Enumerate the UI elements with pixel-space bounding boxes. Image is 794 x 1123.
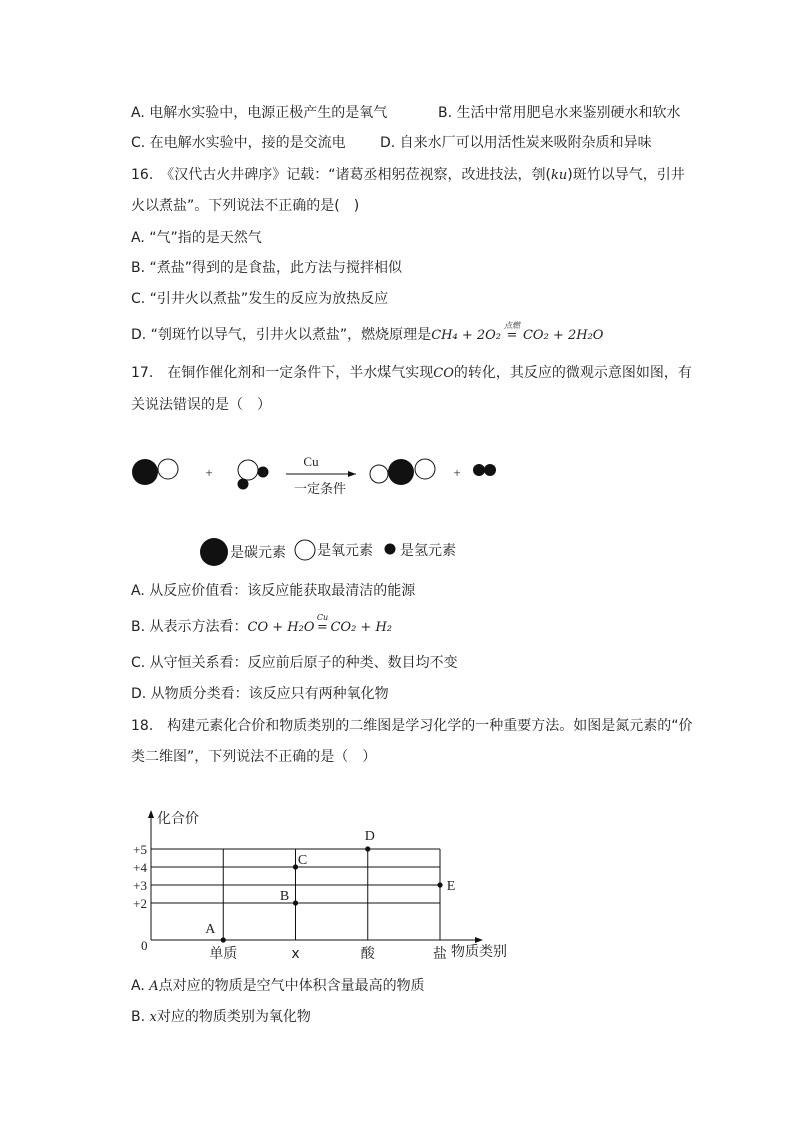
point-label-c: C: [297, 853, 308, 868]
h2o-molecule: [238, 460, 269, 490]
x-tick-label: x: [291, 946, 300, 962]
reaction-diagram: [0, 440, 794, 510]
q17-option-a: A. 从反应价值看：该反应能获取最清洁的能源: [131, 583, 416, 599]
q18-option-b: B. x对应的物质类别为氧化物: [131, 1009, 311, 1025]
ignition-condition: 点燃: [503, 321, 520, 330]
point-label-d: D: [364, 829, 375, 844]
data-point-b: [293, 900, 298, 905]
y-axis-label: 化合价: [157, 811, 199, 827]
q17-stem-line2: 关说法错误的是（ ）: [131, 397, 271, 413]
q17-option-d: D. 从物质分类看：该反应只有两种氧化物: [131, 686, 389, 702]
atom-legend: [0, 530, 794, 570]
valence-class-chart: [0, 800, 794, 970]
co2-molecule: [370, 459, 435, 485]
chart-grid: [151, 849, 440, 940]
q17-option-c: C. 从守恒关系看：反应前后原子的种类、数目均不变: [131, 655, 458, 671]
point-label-b: B: [279, 889, 290, 904]
y-tick-label: +4: [133, 860, 147, 875]
reaction-arrow: [286, 471, 356, 477]
x-tick-label: 酸: [360, 946, 375, 962]
oxygen-atom-icon: [295, 540, 315, 560]
q15-option-a: A. 电解水实验中，电源正极产生的是氧气: [131, 105, 388, 121]
y-tick-label: +5: [133, 842, 147, 857]
data-point-e: [437, 882, 442, 887]
origin-label: 0: [141, 938, 148, 953]
legend-hydrogen-label: 是氢元素: [400, 543, 456, 559]
q15-option-b: B. 生活中常用肥皂水来鉴别硬水和软水: [438, 105, 681, 121]
y-axis-arrow-icon: [148, 810, 154, 818]
q16-option-b: B. “煮盐”得到的是食盐，此方法与搅拌相似: [131, 260, 403, 276]
q16-stem-line2: 火以煮盐”。下列说法不正确的是( ): [131, 198, 360, 214]
point-label-a: A: [205, 922, 216, 937]
y-tick-label: +2: [133, 896, 147, 911]
q17-stem-line1: 17. 在铜作催化剂和一定条件下，半水煤气实现CO的转化，其反应的微观示意图如图，有: [131, 365, 692, 381]
chart-points: [205, 829, 455, 943]
y-tick-label: +3: [133, 878, 147, 893]
legend-oxygen-label: 是氧元素: [317, 543, 373, 559]
point-label-e: E: [446, 879, 456, 894]
data-point-a: [221, 937, 226, 942]
x-tick-label: 单质: [209, 946, 238, 962]
x-tick-labels: [209, 945, 447, 962]
legend-carbon-label: 是碳元素: [230, 545, 286, 561]
x-axis-label: 物质类别: [451, 944, 507, 960]
arrow-catalyst-label: Cu: [303, 454, 319, 469]
q16-option-d: D. “刳斑竹以导气，引井火以煮盐”，燃烧原理是CH₄ + 2O₂ 点燃 = CO₂ + 2H₂O: [131, 326, 603, 345]
q16-option-a: A. “气”指的是天然气: [131, 230, 262, 246]
y-tick-labels: [133, 842, 147, 911]
h2-molecule: [473, 464, 496, 476]
x-tick-label: 盐: [433, 946, 447, 962]
q18-option-a: A. A点对应的物质是空气中体积含量最高的物质: [131, 978, 425, 994]
x-axis-arrow-icon: [475, 937, 483, 943]
carbon-atom-icon: [200, 538, 228, 566]
q18-stem-line2: 类二维图”，下列说法不正确的是（ ）: [131, 749, 377, 765]
co-molecule: [132, 459, 178, 485]
chart-axes: [148, 810, 483, 943]
hydrogen-atom-icon: [385, 544, 396, 555]
catalyst-condition: Cu: [316, 613, 329, 622]
q15-option-d: D. 自来水厂可以用活性炭来吸附杂质和异味: [380, 135, 652, 151]
q16-stem-line1: 16. 《汉代古火井碑序》记载：“诸葛丞相躬莅视察，改进技法，刳(ku)斑竹以导气，引井: [131, 167, 685, 183]
arrow-condition-label: 一定条件: [293, 482, 347, 497]
q16-option-c: C. “引井火以煮盐”发生的反应为放热反应: [131, 291, 389, 307]
q18-stem-line1: 18. 构建元素化合价和物质类别的二维图是学习化学的一种重要方法。如图是氮元素的“价: [131, 718, 693, 734]
plus-sign-2: +: [453, 465, 461, 480]
plus-sign-1: +: [205, 465, 213, 480]
q17-option-b: B. 从表示方法看：CO + H₂O Cu = CO₂ + H₂: [131, 618, 392, 637]
data-point-d: [365, 846, 370, 851]
q15-option-c: C. 在电解水实验中，接的是交流电: [131, 135, 346, 151]
